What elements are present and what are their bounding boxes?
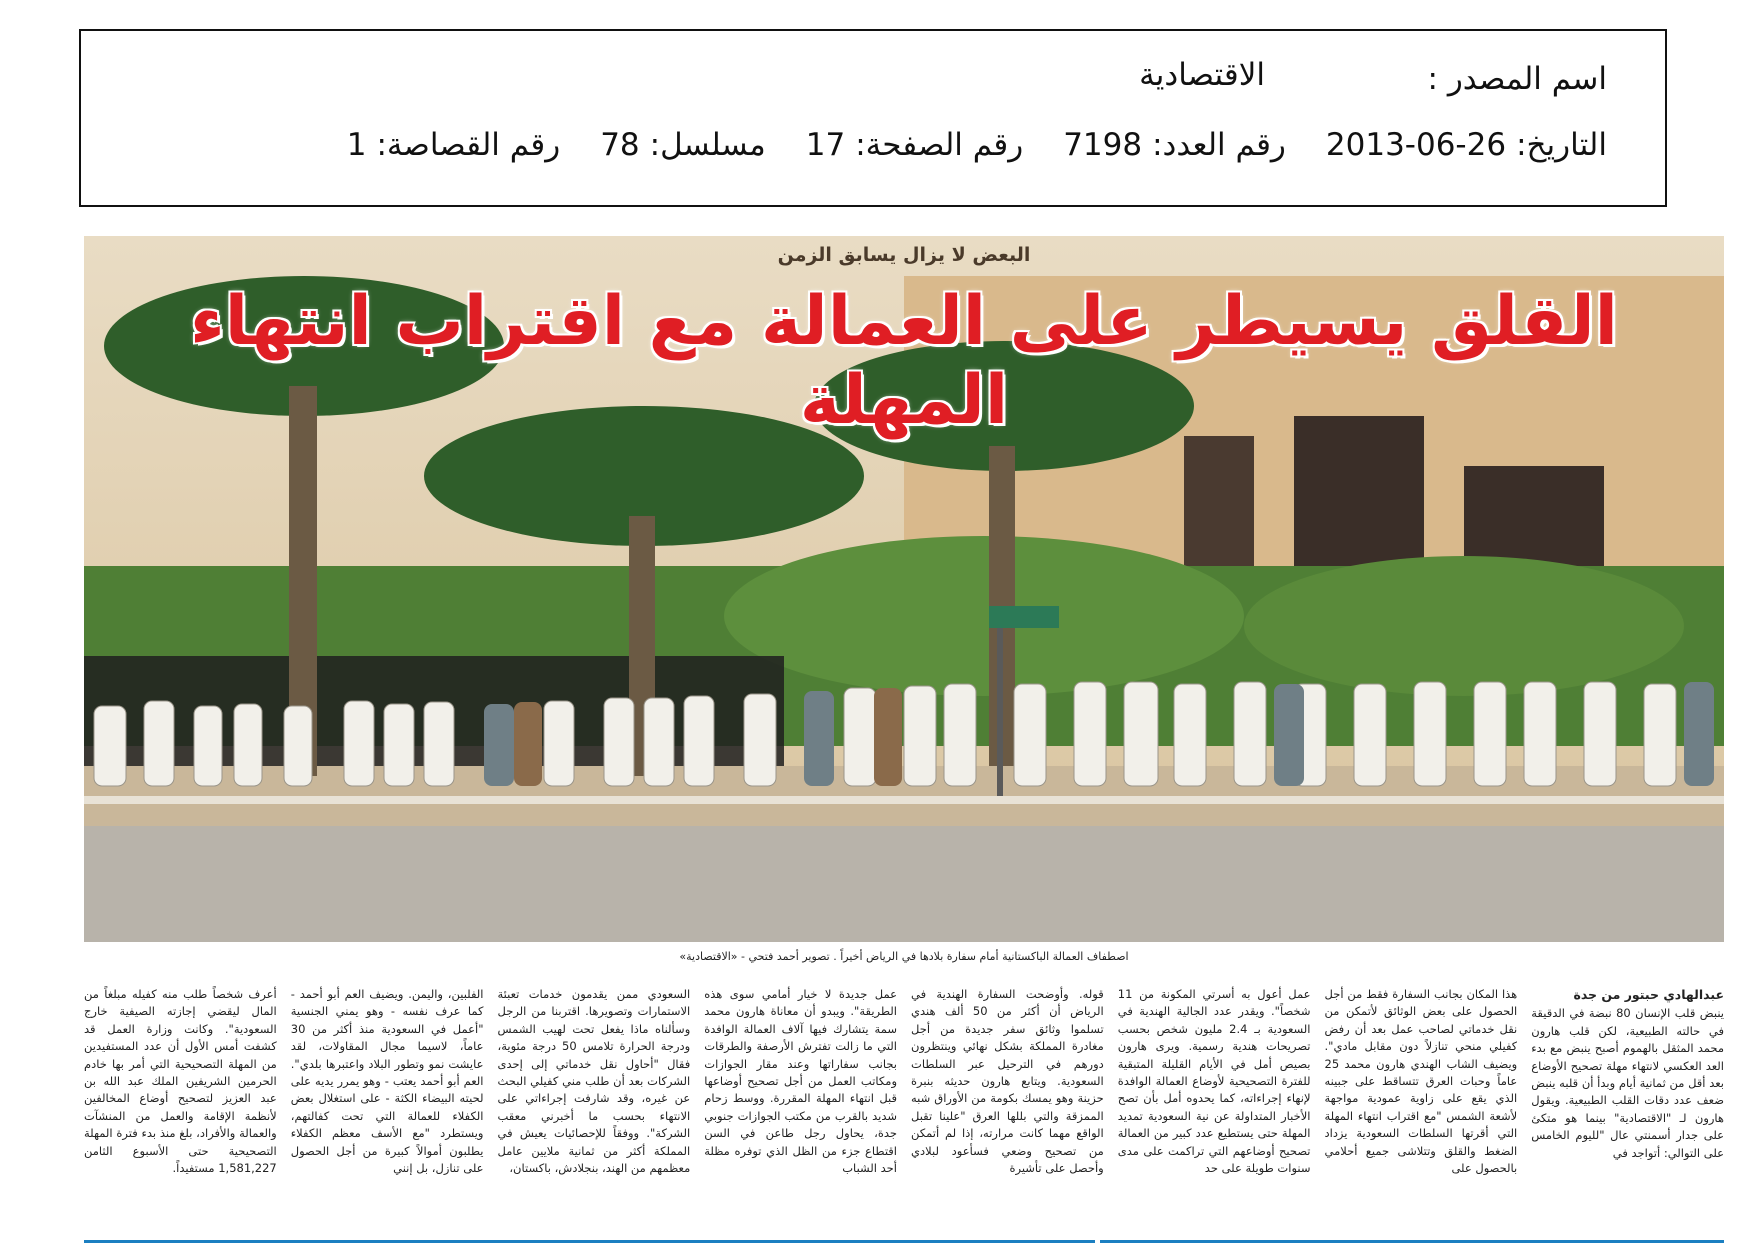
article-headline: القلق يسيطر على العمالة مع اقتراب انتهاء المهلة	[190, 282, 1618, 440]
source-value: الاقتصادية	[1139, 57, 1265, 93]
source-label: اسم المصدر :	[1427, 61, 1607, 97]
column-text: السعودي ممن يقدمون خدمات تعبئة الاستمارات وتصويرها. اقتربنا من الرجل وسألناه ماذا يفعل تحت لهيب الشمس ودرجة الحرارة تلامس 50 درجة مئوية، فقال "أحاول نقل خدماتي إلى إحدى الشركات بعد أن طلب مني كفيلي البحث عن غيره، وقد شارفت إجراءاتي على الانتهاء بحسب ما أخبرني معقب الشركة". ووفقاً للإحصائيات يعيش في المملكة أكثر من ثمانية ملايين عامل معظمهم من الهند، بنجلادش، باكستان،	[497, 987, 691, 1176]
photo-caption: اصطفاف العمالة الباكستانية أمام سفارة بلادها في الرياض أخيراً . تصوير أحمد فتحي - «الاقتصادية»	[679, 950, 1129, 963]
date-label: التاريخ:	[1516, 127, 1607, 163]
column-text: قوله. وأوضحت السفارة الهندية في الرياض أن أكثر من 50 ألف هندي تسلموا وثائق سفر جديدة من أجل مغادرة المملكة بشكل نهائي وينتظرون دورهم في الترحيل عبر السلطات السعودية. ويتابع هارون حديثه بنبرة حزينة وهو يمسك بكومة من الأوراق شبه الممزقة والتي بللها العرق "علينا تقبل الواقع مهما كانت مرارته، إذا لم أتمكن من تصحيح وضعي فسأعود لبلادي وأحصل على تأشيرة	[911, 987, 1104, 1176]
column-text: هذا المكان بجانب السفارة فقط من أجل الحصول على بعض الوثائق لأتمكن من نقل خدماتي لصاحب عمل بعد أن رفض كفيلي منحي تنازلاً دون مقابل مادي". ويضيف الشاب الهندي هارون محمد 25 عاماً وحبات العرق تتساقط على جبينه الذي يقع على زاوية عمودية مواجهة لأشعة الشمس "مع اقتراب انتهاء المهلة التي أقرتها السلطات السعودية يزداد الضغط والقلق وتتلاشى جميع أحلامي بالحصول على	[1324, 987, 1518, 1176]
article-column	[704, 986, 897, 1238]
page-label: رقم الصفحة:	[855, 127, 1024, 163]
article-column	[84, 986, 277, 1238]
article-column	[1325, 986, 1518, 1238]
date-field	[1326, 127, 1607, 163]
article-column	[1118, 986, 1311, 1238]
serial-field	[600, 127, 766, 163]
column-text: عمل أعول به أسرتي المكونة من 11 شخصاً". ويقدر عدد الجالية الهندية في السعودية بـ 2.4 مليون شخص بحسب تصريحات هندية رسمية. ويرى هارون بصيص أمل في الأيام القليلة المتبقية للفترة التصحيحية لأوضاع العمالة الوافدة لإنهاء إجراءاته، كما يحدوه أمل بأن تصح الأخبار المتداولة عن نية السعودية تمديد المهلة حتى يستطيع عدد كبير من العمالة تصحيح أوضاعهم التي تراكمت على مدى سنوات طويلة على حد	[1117, 987, 1311, 1176]
article-body	[84, 986, 1724, 1238]
issue-value: 7198	[1063, 127, 1143, 163]
serial-value: 78	[600, 127, 640, 163]
clipping-metadata-box	[79, 29, 1667, 207]
metadata-row	[347, 127, 1607, 163]
bottom-rule	[84, 1240, 1095, 1243]
clip-value: 1	[346, 127, 367, 163]
issue-label: رقم العدد:	[1152, 127, 1286, 163]
bottom-rule	[1100, 1240, 1724, 1243]
article-byline: عبدالهادي حبتور من جدة	[1573, 987, 1724, 1002]
column-text: أعرف شخصاً طلب منه كفيله مبلغاً من المال ليقضي إجازته الصيفية خارج السعودية". وكانت وزارة العمل قد كشفت أمس الأول أن عدد المستفيدين من المهلة التصحيحية التي أمر بها خادم الحرمين الشريفين الملك عبد الله بن عبد العزيز لتصحيح أوضاع المخالفين لأنظمة الإقامة والعمل من المنشآت والعمالة والأفراد، بلغ منذ بدء فترة المهلة التصحيحية حتى الأسبوع الثامن 1,581,227 مستفيداً.	[84, 987, 277, 1176]
column-text: ينبض قلب الإنسان 80 نبضة في الدقيقة في حالته الطبيعية، لكن قلب هارون محمد المثقل بالهموم أصبح ينبض مع بدء العد العكسي لانتهاء مهلة تصحيح الأوضاع بعد أقل من ثمانية أيام وبدأ أن قلبه ينبض ضعف عدد دقات القلب الطبيعية. ويقول هارون لـ "الاقتصادية" بينما هو متكئ على جدار أسمنتي عال "لليوم الخامس على التوالي: أتواجد في	[1531, 1006, 1724, 1160]
article-photo	[84, 236, 1724, 942]
column-text: الفلبين، واليمن. ويضيف العم أبو أحمد - كما عرف نفسه - وهو يمني الجنسية "أعمل في السعودية منذ أكثر من 30 عاماً، لاسيما مجال المقاولات، لقد عايشت نمو وتطور البلاد واعتبرها بلدي". العم أبو أحمد يعتب - وهو يمرر يديه على لحيته البيضاء الكثة - على استغلال بعض الكفلاء للعمالة التي تحت كفالتهم، ويستطرد "مع الأسف معظم الكفلاء يطلبون أموالاً كبيرة من أجل الحصول على تنازل، بل إنني	[290, 987, 484, 1176]
issue-field	[1063, 127, 1286, 163]
serial-label: مسلسل:	[649, 127, 766, 163]
article-column	[291, 986, 484, 1238]
article-kicker: البعض لا يزال يسابق الزمن	[777, 244, 1031, 266]
date-value: 2013-06-26	[1325, 127, 1507, 163]
clip-field	[347, 127, 560, 163]
article-column	[498, 986, 691, 1238]
column-text: عمل جديدة لا خيار أمامي سوى هذه الطريقة". ويبدو أن معاناة هارون محمد سمة يتشارك فيها آلاف العمالة الوافدة التي ما زالت تفترش الأرصفة والطرقات بجانب سفاراتها وعند مقار الجوازات ومكاتب العمل من أجل تصحيح أوضاعها قبل انتهاء المهلة المقررة. ووسط زحام شديد بالقرب من مكتب الجوازات جنوبي جدة، يحاول رجل طاعن في السن اقتطاع جزء من الظل الذي توفره مظلة أحد الشباب	[704, 987, 897, 1176]
clip-label: رقم القصاصة:	[376, 127, 561, 163]
page-value: 17	[805, 127, 846, 163]
article-column	[1531, 986, 1724, 1238]
page-field	[806, 127, 1023, 163]
article-column	[911, 986, 1104, 1238]
